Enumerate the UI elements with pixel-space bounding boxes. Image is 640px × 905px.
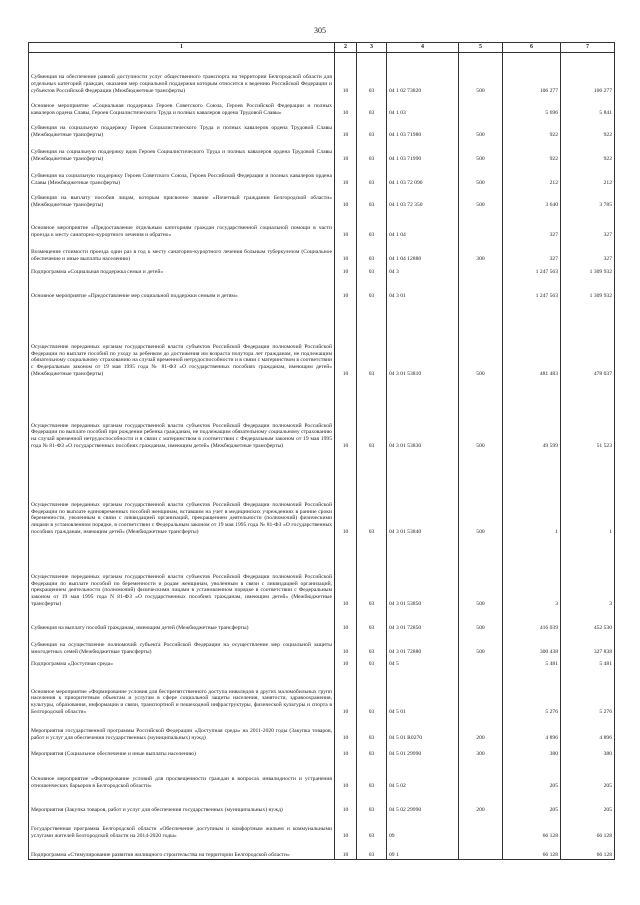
row-subsection: 03	[357, 276, 387, 300]
row-subsection: 03	[357, 608, 387, 632]
row-subsection: 03	[357, 187, 387, 209]
row-target-code: 04 3 01 53840	[387, 450, 459, 536]
row-section: 10	[335, 536, 357, 608]
page-number: 305	[314, 26, 326, 35]
row-amount-1: 380	[503, 742, 561, 758]
row-amount-1: 300 438	[503, 632, 561, 656]
row-amount-2: 922	[561, 139, 615, 163]
row-name: Субвенция на социальную поддержку вдов Героев Социалистического Труда и полных кавалеров ордена Трудовой Славы (Межбюджетные трансферты)	[29, 139, 335, 163]
row-amount-2: 3	[561, 536, 615, 608]
row-subsection: 03	[357, 139, 387, 163]
row-subsection: 03	[357, 300, 387, 378]
table-row	[29, 656, 615, 668]
row-section: 10	[335, 209, 357, 239]
table-row	[29, 668, 615, 716]
row-amount-1: 922	[503, 117, 561, 139]
table-row	[29, 139, 615, 163]
row-amount-1: 1 247 563	[503, 263, 561, 276]
table-row	[29, 209, 615, 239]
row-subsection: 03	[357, 53, 387, 95]
row-subsection: 03	[357, 716, 387, 742]
table-row	[29, 716, 615, 742]
row-amount-2: 327 838	[561, 632, 615, 656]
row-target-code: 04 3 01 53810	[387, 300, 459, 378]
row-amount-2: 1	[561, 450, 615, 536]
row-name: Осуществление переданных органам государственной власти субъектов Российской Федерации полномочий Российской Федерации по выплате пособий по уходу за ребенком до достижения им возраста полутора лет гражданам, не подлежащим обязательному социальному страхованию на случай временной нетрудоспособности и в связи с материнством в соответствии с Федеральным законом от 19 мая 1995 года № 81-ФЗ «О государственных пособиях гражданам, имеющим детей» (Межбюджетные трансферты)	[29, 300, 335, 378]
row-section: 10	[335, 263, 357, 276]
row-expense-type: 500	[459, 163, 503, 187]
row-target-code: 04 1 02 73820	[387, 53, 459, 95]
row-amount-2: 478 037	[561, 300, 615, 378]
header-col-6: 6	[503, 43, 561, 53]
row-section: 10	[335, 53, 357, 95]
row-target-code: 04 1 03	[387, 95, 459, 117]
row-expense-type	[459, 840, 503, 860]
row-amount-2: 1 309 932	[561, 276, 615, 300]
row-name: Субвенция на осуществление полномочий субъекта Российской Федерации на осуществление мер социальной защиты многодетных семей (Межбюджетные трансферты)	[29, 632, 335, 656]
row-name: Возмещение стоимости проезда один раз в год к месту санаторно-курортного лечения больным туберкулезом (Социальное обеспечение и иные выплаты населению)	[29, 239, 335, 263]
row-amount-1: 922	[503, 139, 561, 163]
row-amount-2: 1 309 932	[561, 263, 615, 276]
row-section: 10	[335, 187, 357, 209]
row-section: 10	[335, 814, 357, 840]
row-subsection: 03	[357, 814, 387, 840]
row-target-code: 04 1 04	[387, 209, 459, 239]
row-section: 10	[335, 378, 357, 450]
row-section: 10	[335, 276, 357, 300]
header-col-2: 2	[335, 43, 357, 53]
row-name: Подпрограмма «Доступная среда»	[29, 656, 335, 668]
table-row	[29, 300, 615, 378]
row-expense-type	[459, 668, 503, 716]
table-row	[29, 187, 615, 209]
header-col-1: 1	[29, 43, 335, 53]
row-expense-type	[459, 276, 503, 300]
row-target-code: 04 1 04 12880	[387, 239, 459, 263]
row-expense-type: 500	[459, 300, 503, 378]
row-name: Государственная программа Белгородской области «Обеспечение доступным и комфортным жильем и коммунальными услугами жителей Белгородской области на 2014-2020 годы»	[29, 814, 335, 840]
table-row	[29, 742, 615, 758]
row-section: 10	[335, 632, 357, 656]
row-amount-1: 205	[503, 758, 561, 790]
table-row	[29, 450, 615, 536]
table-row	[29, 239, 615, 263]
row-amount-1: 327	[503, 209, 561, 239]
row-name: Основное мероприятие «Формирование условия для беспрепятственного доступа инвалидов и других маломобильных групп населения к приоритетным объектам и услугам в сфере социальной защиты населения, занятости, здравоохранения, культуры, образования, информации и связи, транспортной и пешеходной инфраструктуры, физической культуры и спорта в Белгородской области»	[29, 668, 335, 716]
row-expense-type: 500	[459, 187, 503, 209]
row-name: Подпрограмма «Социальная поддержка семьи и детей»	[29, 263, 335, 276]
row-amount-2: 327	[561, 239, 615, 263]
row-expense-type: 500	[459, 536, 503, 608]
row-expense-type: 300	[459, 239, 503, 263]
row-section: 10	[335, 95, 357, 117]
row-name: Субвенция на социальную поддержку Героев Социалистического Труда и полных кавалеров ордена Трудовой Славы (Межбюджетные трансферты)	[29, 117, 335, 139]
row-amount-2: 205	[561, 758, 615, 790]
row-section: 10	[335, 117, 357, 139]
row-name: Субвенция на выплату пособия лицам, которым присвоено звание «Почетный гражданин Белгородской области» (Межбюджетные трансферты)	[29, 187, 335, 209]
row-amount-1: 5 696	[503, 95, 561, 117]
row-name: Основное мероприятие «Предоставление мер социальной поддержки семьям и детям»	[29, 276, 335, 300]
row-expense-type: 500	[459, 117, 503, 139]
row-amount-1: 3	[503, 536, 561, 608]
row-subsection: 03	[357, 742, 387, 758]
row-section: 10	[335, 608, 357, 632]
row-target-code: 09 1	[387, 840, 459, 860]
row-amount-1: 205	[503, 790, 561, 814]
row-expense-type: 200	[459, 716, 503, 742]
row-expense-type	[459, 209, 503, 239]
row-target-code: 09	[387, 814, 459, 840]
row-name: Субвенция на социальную поддержку Героев Советского Союза, Героев Российской Федерации и полных кавалеров ордена Славы (Межбюджетные трансферты)	[29, 163, 335, 187]
row-amount-2: 327	[561, 209, 615, 239]
row-subsection: 03	[357, 668, 387, 716]
row-subsection: 03	[357, 209, 387, 239]
row-subsection: 03	[357, 450, 387, 536]
row-amount-2: 66 128	[561, 814, 615, 840]
row-subsection: 03	[357, 239, 387, 263]
row-name: Осуществление переданных органам государственной власти субъектов Российской Федерации полномочий Российской Федерации по выплате единовременных пособий женщинам, вставшим на учет в медицинских учреждениях в ранние сроки беременности, уволенным в связи с ликвидацией организаций, прекращением деятельности (полномочий) физическими лицами в установленном порядке, в соответствии с Федеральным законом от 19 мая 1995 года № 81-ФЗ «О государственных пособиях гражданам, имеющим детей» (Межбюджетные трансферты)	[29, 450, 335, 536]
row-target-code: 04 3 01 72880	[387, 632, 459, 656]
row-amount-1: 49 599	[503, 378, 561, 450]
row-target-code: 04 5 02	[387, 758, 459, 790]
row-section: 10	[335, 163, 357, 187]
row-amount-1: 481 483	[503, 300, 561, 378]
row-amount-2: 4 896	[561, 716, 615, 742]
row-expense-type: 500	[459, 53, 503, 95]
row-subsection: 03	[357, 163, 387, 187]
row-amount-1: 1	[503, 450, 561, 536]
row-expense-type: 500	[459, 139, 503, 163]
row-target-code: 04 1 03 72 090	[387, 163, 459, 187]
row-target-code: 04 5 02 29990	[387, 790, 459, 814]
row-name: Осуществление переданных органам государственной власти субъектов Российской Федерации полномочий Российской Федерации по выплате пособий по беременности и родам женщинам, уволенным в связи с ликвидацией организаций, прекращением деятельности (полномочий) физическими лицами в установленном порядке в соответствии с Федеральным законом от 19 мая 1995 года N 81-ФЗ «О государственных пособиях гражданам, имеющим детей» (Межбюджетные трансферты)	[29, 536, 335, 608]
row-amount-1: 5 276	[503, 668, 561, 716]
row-amount-2: 5 841	[561, 95, 615, 117]
row-target-code: 04 1 03 71990	[387, 139, 459, 163]
table-row	[29, 536, 615, 608]
row-section: 10	[335, 656, 357, 668]
row-expense-type: 500	[459, 608, 503, 632]
table-row	[29, 117, 615, 139]
row-amount-1: 416 039	[503, 608, 561, 632]
row-expense-type: 200	[459, 790, 503, 814]
row-section: 10	[335, 790, 357, 814]
header-col-5: 5	[459, 43, 503, 53]
header-col-7: 7	[561, 43, 615, 53]
row-section: 10	[335, 239, 357, 263]
row-section: 10	[335, 668, 357, 716]
row-subsection: 03	[357, 378, 387, 450]
row-amount-2: 3 785	[561, 187, 615, 209]
row-amount-2: 212	[561, 163, 615, 187]
row-target-code: 04 3 01	[387, 276, 459, 300]
table-row	[29, 814, 615, 840]
table-row	[29, 632, 615, 656]
row-name: Осуществление переданных органам государственной власти субъектов Российской Федерации полномочий Российской Федерации по выплате пособий при рождении ребенка гражданам, не подлежащим обязательному социальному страхованию на случай временной нетрудоспособности и в связи с материнством в соответствии с Федеральным законом от 19 мая 1995 года № 81-ФЗ «О государственных пособиях гражданам, имеющим детей» (Межбюджетные трансферты)	[29, 378, 335, 450]
row-section: 10	[335, 716, 357, 742]
row-subsection: 03	[357, 536, 387, 608]
row-amount-2: 205	[561, 790, 615, 814]
header-col-3: 3	[357, 43, 387, 53]
row-subsection: 03	[357, 263, 387, 276]
row-amount-1: 3 640	[503, 187, 561, 209]
row-section: 10	[335, 300, 357, 378]
row-target-code: 04 1 03 71980	[387, 117, 459, 139]
row-section: 10	[335, 742, 357, 758]
row-amount-2: 66 128	[561, 840, 615, 860]
row-section: 10	[335, 139, 357, 163]
row-name: Субвенция на выплату пособий гражданам, имеющим детей (Межбюджетные трансферты)	[29, 608, 335, 632]
row-name: Основное мероприятие «Социальная поддержка Героев Советского Союза, Героев Российской Федерации и полных кавалеров ордена Славы, Героев Социалистического Труда и полных кавалеров ордена Трудовой Славы»	[29, 95, 335, 117]
row-name: Субвенция на обеспечение равной доступности услуг общественного транспорта на территории Белгородской области для отдельных категорий граждан, оказание мер социальной поддержки которым относится к ведению Российской Федерации и субъектов Российской Федерации (Межбюджетные трансферты)	[29, 53, 335, 95]
row-expense-type	[459, 758, 503, 790]
row-amount-1: 66 128	[503, 814, 561, 840]
table-row	[29, 276, 615, 300]
row-amount-2: 452 530	[561, 608, 615, 632]
row-expense-type	[459, 656, 503, 668]
row-expense-type: 500	[459, 378, 503, 450]
row-target-code: 04 5	[387, 656, 459, 668]
row-amount-2: 922	[561, 117, 615, 139]
row-section: 10	[335, 758, 357, 790]
row-expense-type	[459, 263, 503, 276]
row-amount-2: 5 276	[561, 668, 615, 716]
row-name: Основное мероприятие «Предоставление отдельным категориям граждан государственной социальной помощи в части проезда к месту санаторно-курортного лечения и обратно»	[29, 209, 335, 239]
row-amount-1: 5 481	[503, 656, 561, 668]
row-expense-type	[459, 95, 503, 117]
table-row	[29, 53, 615, 95]
table-row	[29, 95, 615, 117]
row-amount-1: 4 896	[503, 716, 561, 742]
row-expense-type: 500	[459, 450, 503, 536]
table-row	[29, 608, 615, 632]
table-row	[29, 840, 615, 860]
row-amount-1: 327	[503, 239, 561, 263]
row-target-code: 04 1 03 72 350	[387, 187, 459, 209]
row-amount-2: 380	[561, 742, 615, 758]
row-amount-1: 66 128	[503, 840, 561, 860]
row-amount-1: 106 277	[503, 53, 561, 95]
row-name: Подпрограмма «Стимулирование развития жилищного строительства на территории Белгородской области»	[29, 840, 335, 860]
row-name: Основное мероприятие «Формирование условий для просвещенности граждан в вопросах инвалидности и устранения отношенческих барьеров в Белгородской области»	[29, 758, 335, 790]
row-subsection: 03	[357, 656, 387, 668]
table-row	[29, 758, 615, 790]
row-expense-type	[459, 814, 503, 840]
table-row	[29, 263, 615, 276]
row-target-code: 04 5 01 29990	[387, 742, 459, 758]
row-subsection: 03	[357, 758, 387, 790]
row-expense-type: 500	[459, 632, 503, 656]
row-expense-type: 300	[459, 742, 503, 758]
row-amount-1: 1 247 563	[503, 276, 561, 300]
row-subsection: 03	[357, 840, 387, 860]
row-target-code: 04 3 01 72850	[387, 608, 459, 632]
row-section: 10	[335, 840, 357, 860]
row-target-code: 04 3	[387, 263, 459, 276]
row-amount-2: 106 277	[561, 53, 615, 95]
row-subsection: 03	[357, 790, 387, 814]
table-row	[29, 790, 615, 814]
row-name: Мероприятия (Закупка товаров, работ и услуг для обеспечения государственных (муниципальных) нужд)	[29, 790, 335, 814]
row-target-code: 04 3 01 53850	[387, 536, 459, 608]
row-subsection: 03	[357, 95, 387, 117]
row-subsection: 03	[357, 117, 387, 139]
row-target-code: 04 5 01 R0270	[387, 716, 459, 742]
row-amount-1: 212	[503, 163, 561, 187]
header-col-4: 4	[387, 43, 459, 53]
header-row	[29, 43, 615, 53]
budget-table	[28, 42, 615, 860]
table-row	[29, 378, 615, 450]
row-amount-2: 5 481	[561, 656, 615, 668]
row-name: Мероприятия (Социальное обеспечение и иные выплаты населению)	[29, 742, 335, 758]
row-amount-2: 51 523	[561, 378, 615, 450]
row-target-code: 04 3 01 53830	[387, 378, 459, 450]
row-section: 10	[335, 450, 357, 536]
row-name: Мероприятия государственной программы Российской Федерации «Доступная среда» на 2011-2020 годы (Закупка товаров, работ и услуг для обеспечения государственных (муниципальных) нужд)	[29, 716, 335, 742]
row-target-code: 04 5 01	[387, 668, 459, 716]
row-subsection: 03	[357, 632, 387, 656]
table-row	[29, 163, 615, 187]
